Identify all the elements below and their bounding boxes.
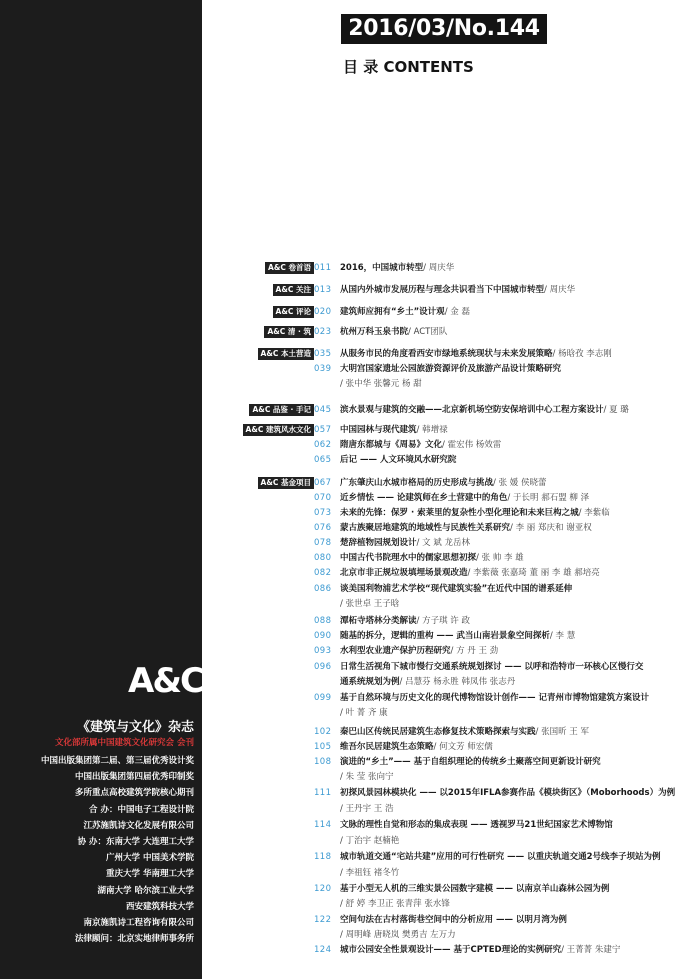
article-title: 近乡情怯 —— 论建筑师在乡土营建中的角色 bbox=[340, 493, 508, 503]
magazine-sponsor: 文化部所属中国建筑文化研究会 会刊 bbox=[55, 738, 194, 748]
page-number: 088 bbox=[314, 616, 332, 626]
magazine-info-line: 中国出版集团第二届、第三届优秀设计奖 bbox=[40, 756, 194, 766]
toc-entry[interactable] bbox=[0, 423, 700, 437]
article-authors: / 李紫临 bbox=[578, 508, 610, 518]
page-number: 039 bbox=[314, 364, 332, 374]
entry-text bbox=[340, 802, 393, 816]
page-number: 020 bbox=[314, 307, 332, 317]
entry-text bbox=[340, 476, 547, 490]
entry-text bbox=[340, 882, 609, 896]
toc-entry[interactable] bbox=[0, 566, 700, 580]
toc-entry[interactable] bbox=[0, 691, 700, 705]
page-number: 096 bbox=[314, 662, 332, 672]
article-authors: / ACT团队 bbox=[408, 327, 448, 337]
article-authors: / 朱 莹 张向宁 bbox=[340, 772, 394, 782]
entry-text bbox=[340, 261, 454, 275]
page-number: 011 bbox=[314, 263, 332, 273]
toc-entry[interactable] bbox=[0, 882, 700, 896]
article-title: 基于自然环境与历史文化的现代博物馆设计创作—— 记青州市博物馆建筑方案设计 bbox=[340, 693, 649, 703]
magazine-title: 《建筑与文化》杂志 bbox=[76, 720, 194, 735]
article-authors: / 于长明 郝石盟 柳 泽 bbox=[507, 493, 590, 503]
entry-text bbox=[340, 325, 447, 339]
section-badge: A&C 评论 bbox=[273, 306, 314, 318]
entry-text bbox=[340, 283, 575, 297]
magazine-info-line: 湖南大学 哈尔滨工业大学 bbox=[97, 885, 194, 896]
article-authors: / 叶 菁 齐 康 bbox=[340, 708, 388, 718]
article-title: 从国内外城市发展历程与理念共识看当下中国城市转型 bbox=[340, 285, 545, 295]
article-title: 北京市非正规垃圾填埋场景观改造 bbox=[340, 568, 468, 578]
article-title: 文脉的理性自觉和形态的集成表现 —— 透视罗马21世纪国家艺术博物馆 bbox=[340, 820, 613, 830]
toc-entry[interactable] bbox=[0, 283, 700, 297]
section-badge: A&C 关注 bbox=[273, 284, 314, 296]
page-number: 078 bbox=[314, 538, 332, 548]
article-authors: / 王丹宇 王 浩 bbox=[340, 804, 394, 814]
entry-text bbox=[340, 403, 629, 417]
entry-text bbox=[340, 491, 589, 505]
article-authors: / 张 媛 侯晓蕾 bbox=[493, 478, 547, 488]
entry-text bbox=[340, 850, 661, 864]
page-number: 122 bbox=[314, 915, 332, 925]
article-authors: / 何文芳 师宏儒 bbox=[433, 742, 493, 752]
article-authors: / 霍宏伟 杨效雷 bbox=[442, 440, 502, 450]
toc-entry[interactable] bbox=[0, 866, 700, 880]
toc-entry[interactable] bbox=[0, 913, 700, 927]
article-authors: / 李 慧 bbox=[549, 631, 576, 641]
page-number: 105 bbox=[314, 742, 332, 752]
toc-entry[interactable] bbox=[0, 325, 700, 339]
entry-text bbox=[340, 786, 675, 800]
page-number: 120 bbox=[314, 884, 332, 894]
article-authors: / 王菁菁 朱建宁 bbox=[561, 945, 621, 955]
page-number: 099 bbox=[314, 693, 332, 703]
entry-text bbox=[340, 675, 515, 689]
toc-entry[interactable] bbox=[0, 928, 700, 942]
page-number: 045 bbox=[314, 405, 332, 415]
article-title: 后记 —— 人文环境风水研究院 bbox=[340, 455, 457, 465]
magazine-info-line: 重庆大学 华南理工大学 bbox=[106, 869, 194, 880]
toc-entry[interactable] bbox=[0, 660, 700, 674]
page-number: 057 bbox=[314, 425, 332, 435]
toc-entry[interactable] bbox=[0, 377, 700, 391]
toc-entry[interactable] bbox=[0, 706, 700, 720]
entry-text bbox=[340, 597, 399, 611]
entry-text bbox=[340, 362, 561, 376]
article-authors: / 周庆华 bbox=[423, 263, 455, 273]
page-number: 073 bbox=[314, 508, 332, 518]
article-authors: / 方 丹 王 劲 bbox=[450, 646, 499, 656]
article-title: 滨水景观与建筑的交融——北京新机场空防安保培训中心工程方案设计 bbox=[340, 405, 604, 415]
article-title: 秦巴山区传统民居建筑生态修复技术策略探索与实践 bbox=[340, 727, 536, 737]
entry-text bbox=[340, 629, 575, 643]
toc-entry[interactable] bbox=[0, 362, 700, 376]
svg-text:A&C: A&C bbox=[128, 661, 203, 701]
article-title: 隋唐东都城与《周易》文化 bbox=[340, 440, 443, 450]
entry-text bbox=[340, 928, 456, 942]
article-title: 初探风景园林模块化 —— 以2015年IFLA参赛作品《模块街区》（Moborhoods）为例 bbox=[340, 788, 676, 798]
page-number: 013 bbox=[314, 285, 332, 295]
section-badge: A&C 清 · 筑 bbox=[264, 326, 314, 338]
article-title: 日常生活视角下城市慢行交通系统规划探讨 —— 以呼和浩特市一环核心区慢行交 bbox=[340, 662, 644, 672]
magazine-info-line: 江苏施凯诗文化发展有限公司 bbox=[83, 820, 194, 831]
toc-entry[interactable] bbox=[0, 897, 700, 911]
entry-text bbox=[340, 582, 572, 596]
page-number: 067 bbox=[314, 478, 332, 488]
entry-text bbox=[340, 438, 501, 452]
entry-text bbox=[340, 755, 601, 769]
article-authors: / 李祖钰 褚冬竹 bbox=[340, 868, 400, 878]
toc-entry[interactable] bbox=[0, 582, 700, 596]
article-authors: / 吕慧芬 杨永胜 韩凤伟 张志丹 bbox=[399, 677, 516, 687]
entry-text bbox=[340, 566, 600, 580]
article-title: 基于小型无人机的三维实景公园数字建模 —— 以南京羊山森林公园为例 bbox=[340, 884, 610, 894]
toc-entry[interactable] bbox=[0, 786, 700, 800]
toc-entry[interactable] bbox=[0, 305, 700, 319]
page-number: 090 bbox=[314, 631, 332, 641]
page-number: 070 bbox=[314, 493, 332, 503]
article-title: 随基的拆分，逻辑的重构 —— 武当山南岩景象空间探析 bbox=[340, 631, 550, 641]
toc-entry[interactable] bbox=[0, 476, 700, 490]
article-title: 杭州万科玉泉书院 bbox=[340, 327, 409, 337]
page-number: 108 bbox=[314, 757, 332, 767]
page-number: 082 bbox=[314, 568, 332, 578]
entry-text bbox=[340, 691, 649, 705]
section-badge: A&C 基金项目 bbox=[258, 477, 314, 489]
page-number: 062 bbox=[314, 440, 332, 450]
magazine-info-line: 多所重点高校建筑学院核心期刊 bbox=[74, 788, 194, 799]
article-title: 城市轨道交通“宅站共建”应用的可行性研究 —— 以重庆轨道交通2号线李子坝站为例 bbox=[340, 852, 661, 862]
toc-entry[interactable] bbox=[0, 403, 700, 417]
section-badge: A&C 本土营造 bbox=[258, 348, 314, 360]
magazine-info-line: 广州大学 中国美术学院 bbox=[106, 853, 194, 864]
toc-entry[interactable] bbox=[0, 725, 700, 739]
toc-entry[interactable] bbox=[0, 491, 700, 505]
article-title: 维吾尔民居建筑生态策略 bbox=[340, 742, 434, 752]
magazine-info-line: 西安建筑科技大学 bbox=[125, 901, 194, 912]
toc-entry[interactable] bbox=[0, 536, 700, 550]
toc-entry[interactable] bbox=[0, 438, 700, 452]
entry-text bbox=[340, 377, 422, 391]
article-authors: / 张中华 张馨元 杨 甜 bbox=[340, 379, 422, 389]
page-number: 086 bbox=[314, 584, 332, 594]
section-badge: A&C 卷首语 bbox=[265, 262, 314, 274]
article-title: 从服务市民的角度看西安市绿地系统现状与未来发展策略 bbox=[340, 349, 553, 359]
page-number: 114 bbox=[314, 820, 332, 830]
entry-text bbox=[340, 305, 470, 319]
entry-text bbox=[340, 897, 450, 911]
article-title: 中国园林与现代建筑 bbox=[340, 425, 417, 435]
entry-text bbox=[340, 770, 393, 784]
article-title: 2016，中国城市转型 bbox=[340, 263, 424, 273]
article-authors: / 李 丽 郑庆和 谢亚权 bbox=[510, 523, 592, 533]
article-title: 水利型农业遗产保护历程研究 bbox=[340, 646, 451, 656]
toc-entry[interactable] bbox=[0, 675, 700, 689]
page-number: 080 bbox=[314, 553, 332, 563]
page-number: 035 bbox=[314, 349, 332, 359]
toc-entry[interactable] bbox=[0, 740, 700, 754]
entry-text bbox=[340, 943, 620, 957]
article-authors: / 韩增禄 bbox=[416, 425, 448, 435]
toc-entry[interactable] bbox=[0, 453, 700, 467]
article-title: 谈美国利物浦艺术学校“现代建筑实验”在近代中国的谱系延伸 bbox=[340, 584, 573, 594]
magazine-info-line: 协 办：东南大学 大连理工大学 bbox=[77, 837, 194, 848]
page-number: 102 bbox=[314, 727, 332, 737]
entry-text bbox=[340, 536, 470, 550]
entry-text bbox=[340, 347, 612, 361]
page-number: 093 bbox=[314, 646, 332, 656]
article-authors: / 金 磊 bbox=[444, 307, 470, 317]
article-title: 广东肇庆山水城市格局的历史形成与挑战 bbox=[340, 478, 494, 488]
toc-entry[interactable] bbox=[0, 629, 700, 643]
article-title: 中国古代书院理水中的儒家思想初探 bbox=[340, 553, 477, 563]
article-authors: / 文 斌 龙岳林 bbox=[416, 538, 470, 548]
entry-text bbox=[340, 834, 399, 848]
entry-text bbox=[340, 614, 470, 628]
entry-text bbox=[340, 423, 448, 437]
toc-entry[interactable] bbox=[0, 506, 700, 520]
article-title: 楚辞植物园规划设计 bbox=[340, 538, 417, 548]
article-title: 演进的“乡土”—— 基于自组织理论的传统乡土聚落空间更新设计研究 bbox=[340, 757, 601, 767]
section-badge: A&C 品鉴 · 手记 bbox=[249, 404, 314, 416]
toc-entry[interactable] bbox=[0, 644, 700, 658]
page-number: 124 bbox=[314, 945, 332, 955]
toc-entry[interactable] bbox=[0, 521, 700, 535]
page-number: 118 bbox=[314, 852, 332, 862]
article-authors: / 杨晗孜 李志刚 bbox=[552, 349, 612, 359]
page-number: 065 bbox=[314, 455, 332, 465]
toc-entry[interactable] bbox=[0, 802, 700, 816]
entry-text bbox=[340, 644, 498, 658]
toc-entry[interactable] bbox=[0, 597, 700, 611]
entry-text bbox=[340, 521, 592, 535]
article-authors: / 周明峰 唐晓岚 樊勇吉 左万力 bbox=[340, 930, 456, 940]
article-title: 建筑师应拥有“乡土”设计观 bbox=[340, 307, 445, 317]
toc-entry[interactable] bbox=[0, 943, 700, 957]
article-title: 未来的先锋：保罗 · 索莱里的复杂性小型化理论和未来巨构之城 bbox=[340, 508, 579, 518]
entry-text bbox=[340, 453, 456, 467]
entry-text bbox=[340, 913, 567, 927]
entry-text bbox=[340, 706, 388, 720]
article-title: 大明宫国家遗址公园旅游资源评价及旅游产品设计策略研究 bbox=[340, 364, 562, 374]
entry-text bbox=[340, 506, 610, 520]
article-title: 空间句法在古村落街巷空间中的分析应用 —— 以明月湾为例 bbox=[340, 915, 567, 925]
article-title: 通系统规划为例 bbox=[340, 677, 400, 687]
toc-entry[interactable] bbox=[0, 850, 700, 864]
article-authors: / 方子琪 许 政 bbox=[416, 616, 470, 626]
article-authors: / 丁治宇 赵楠艳 bbox=[340, 836, 400, 846]
toc-entry[interactable] bbox=[0, 755, 700, 769]
article-authors: / 夏 璐 bbox=[603, 405, 629, 415]
toc-entry[interactable] bbox=[0, 818, 700, 832]
entry-text bbox=[340, 725, 589, 739]
toc-entry[interactable] bbox=[0, 551, 700, 565]
article-title: 潭柘寺塔林分类解读 bbox=[340, 616, 417, 626]
section-badge: A&C 建筑风水文化 bbox=[243, 424, 314, 436]
page-number: 076 bbox=[314, 523, 332, 533]
entry-text bbox=[340, 660, 643, 674]
magazine-info-line: 中国出版集团第四届优秀印制奖 bbox=[74, 772, 194, 783]
toc-entry[interactable] bbox=[0, 347, 700, 361]
magazine-info-line: 南京施凯诗工程咨询有限公司 bbox=[83, 918, 194, 929]
entry-text bbox=[340, 866, 399, 880]
entry-text bbox=[340, 818, 613, 832]
issue-number: 2016/03/No.144 bbox=[341, 14, 547, 44]
contents-heading: 目 录 CONTENTS bbox=[343, 58, 474, 76]
article-authors: / 李紫薇 张嘉琦 董 丽 李 雄 郝培亮 bbox=[467, 568, 600, 578]
toc-entry[interactable] bbox=[0, 770, 700, 784]
article-authors: / 张 帅 李 雄 bbox=[476, 553, 524, 563]
entry-text bbox=[340, 740, 493, 754]
page-number: 023 bbox=[314, 327, 332, 337]
entry-text bbox=[340, 551, 524, 565]
magazine-info-line: 合 办：中国电子工程设计院 bbox=[89, 804, 194, 815]
toc-entry[interactable] bbox=[0, 261, 700, 275]
article-authors: / 周庆华 bbox=[544, 285, 576, 295]
article-title: 城市公园安全性景观设计—— 基于CPTED理论的实例研究 bbox=[340, 945, 562, 955]
article-title: 蒙古族聚居地建筑的地域性与民族性关系研究 bbox=[340, 523, 511, 533]
article-authors: / 舒 婷 李卫正 张青萍 张水锋 bbox=[340, 899, 450, 909]
toc-entry[interactable] bbox=[0, 834, 700, 848]
page-number: 111 bbox=[314, 788, 332, 798]
article-authors: / 张国昕 王 军 bbox=[535, 727, 589, 737]
article-authors: / 张世卓 王子晗 bbox=[340, 599, 400, 609]
toc-entry[interactable] bbox=[0, 614, 700, 628]
magazine-info-line: 法律顾问：北京实地律师事务所 bbox=[74, 934, 194, 945]
